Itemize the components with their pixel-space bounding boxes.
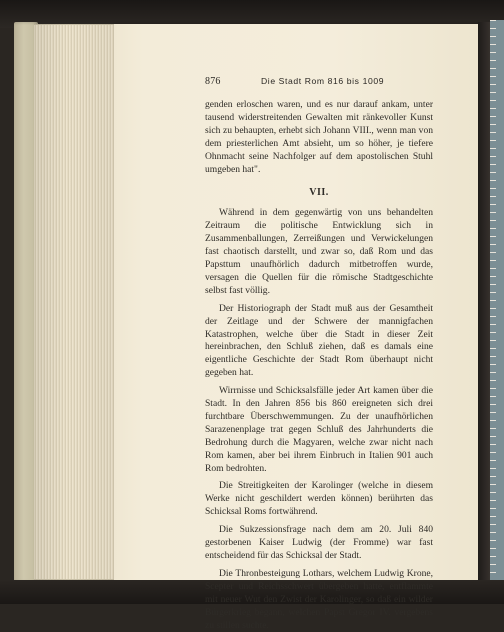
page-number: 876 (205, 76, 221, 87)
paragraph: Die Streitigkeiten der Karolinger (welche in diesem Werke nicht geschildert werden können) berührten das Schicksal Roms fortwährend. (205, 480, 433, 518)
paragraph: Wirrnisse und Schicksalsfälle jeder Art kamen über die Stadt. In den Jahren 856 bis 860 ereigneten sich drei furchtbare Überschwemmungen. Zu der unaufhörlichen Sarazenenplage trat gegen Schluß des Jahrhunderts die Bedrohung durch die Magyaren, welche zwar nicht nach Rom kamen, aber bei ihrem Einbruch in Italien 901 auch Rom bedrohten. (205, 385, 433, 474)
paragraph: Der Historiograph der Stadt muß aus der Gesamtheit der Zeitlage und der Schwere der mannigfachen Katastrophen, welche über die Stadt in dieser Zeit hereinbrachen, den Schluß ziehen, daß es damals eine eigentliche Geschichte der Stadt Rom überhaupt nicht gegeben hat. (205, 302, 433, 379)
paragraph: Während in dem gegenwärtig von uns behandelten Zeitraum die politische Entwicklung sich in Zusammenballungen, Zerreißungen und Verwickelungen fast chaotisch darstellt, und zwar so, daß Rom und das Papsttum unaufhörlich dadurch mitbetroffen wurde, versagen die Quellen für die römische Stadtgeschichte selbst fast völlig. (205, 207, 433, 296)
running-head: Die Stadt Rom 816 bis 1009 (261, 76, 385, 86)
measure-strip (490, 20, 504, 604)
body-text (205, 99, 433, 632)
page-header (205, 76, 465, 90)
paragraph: Die Sukzessionsfrage nach dem am 20. Juli 840 gestorbenen Kaiser Ludwig (der Fromme) war fast entscheidend für das Schicksal der Stadt. (205, 524, 433, 561)
opening-paragraph: genden erloschen waren, und es nur darauf ankam, unter tausend widerstreitenden Gewalten mit ränkevoller Kunst sich zu behaupten, erhebt sich Johann VIII., wenn man von dem priesterlichen Amt absieht, um so höher, je tiefere Ohnmacht seine Nachfolger auf dem apostolischen Stuhl umgeben hat". (205, 99, 433, 175)
page-edges (34, 24, 116, 580)
paragraph: Die Thronbesteigung Lothars, welchem Ludwig Krone, Scepter und Reichsschwert übergeben hatte, entflammte mit neuer Wut den Zwist der Karolinger, so daß ein wilder Bürgerkrieg begann, welchen Papst Gregor IV. vergebens zu stillen suchte. (205, 567, 433, 631)
section-heading: VII. (309, 187, 329, 199)
